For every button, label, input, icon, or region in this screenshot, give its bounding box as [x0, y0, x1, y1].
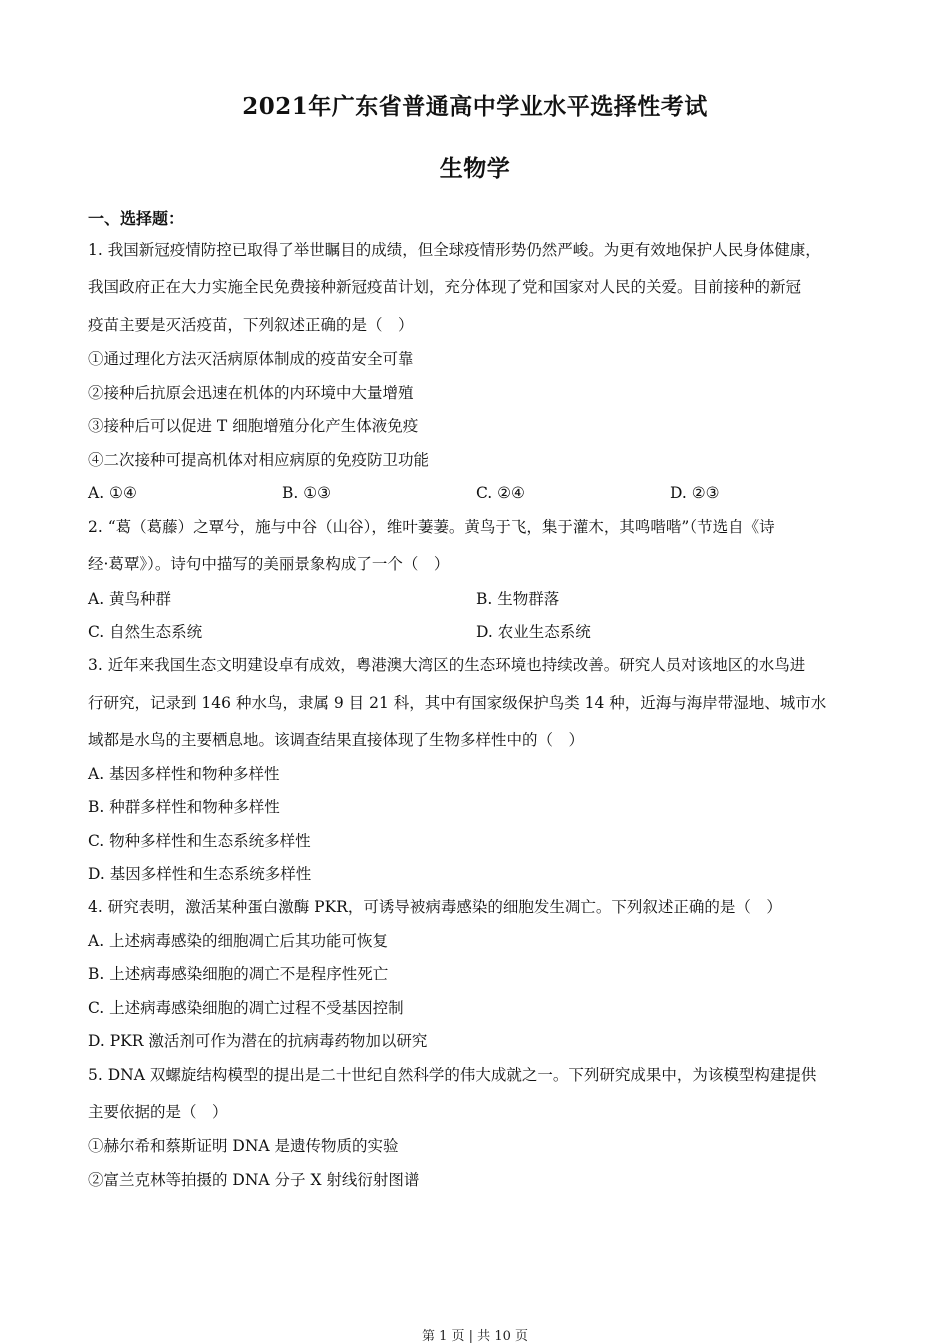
question-2-options-row-2: [88, 622, 888, 642]
question-1-options: [88, 483, 888, 503]
option-b[interactable]: B. 生物群落: [476, 590, 560, 608]
option-b[interactable]: B. 种群多样性和物种多样性: [88, 798, 280, 816]
question-1-statement: ②接种后抗原会迅速在机体的内环境中大量增殖: [88, 384, 414, 402]
section-heading: 一、选择题：: [88, 209, 185, 228]
question-1-statement: ④二次接种可提高机体对相应病原的免疫防卫功能: [88, 451, 430, 469]
option-d[interactable]: D. ②③: [670, 484, 720, 502]
exam-title: 2021年广东省普通高中学业水平选择性考试: [242, 93, 708, 120]
question-5-statement: ②富兰克林等拍摄的 DNA 分子 X 射线衍射图谱: [88, 1171, 420, 1189]
question-3-line: 3. 近年来我国生态文明建设卓有成效，粤港澳大湾区的生态环境也持续改善。研究人员对该地区的水鸟进: [88, 656, 806, 674]
option-c[interactable]: C. ②④: [476, 484, 525, 502]
option-b[interactable]: B. ①③: [282, 484, 332, 502]
option-a[interactable]: A. 基因多样性和物种多样性: [88, 765, 280, 783]
question-2-line: 经·葛覃》）。诗句中描写的美丽景象构成了一个（ ）: [88, 555, 450, 573]
option-c[interactable]: C. 物种多样性和生态系统多样性: [88, 832, 311, 850]
question-3-line: 行研究，记录到 146 种水鸟，隶属 9 目 21 科，其中有国家级保护鸟类 14 种，近海与海岸带湿地、城市水: [88, 694, 827, 712]
option-a[interactable]: A. ①④: [88, 484, 137, 502]
question-2-line: 2. “葛（葛藤）之覃兮，施与中谷（山谷），维叶萋萋。黄鸟于飞，集于灌木，其鸣喈喈”（节选自《诗: [88, 518, 775, 536]
option-c[interactable]: C. 上述病毒感染细胞的凋亡过程不受基因控制: [88, 999, 404, 1017]
option-c[interactable]: C. 自然生态系统: [88, 623, 203, 641]
question-2-options-row-1: [88, 589, 888, 609]
question-1-line: 疫苗主要是灭活疫苗，下列叙述正确的是（ ）: [88, 316, 414, 334]
question-4-line: 4. 研究表明，激活某种蛋白激酶 PKR，可诱导被病毒感染的细胞发生凋亡。下列叙述正确的是（ ）: [88, 898, 782, 916]
option-a[interactable]: A. 黄鸟种群: [88, 590, 172, 608]
question-1-statement: ③接种后可以促进 T 细胞增殖分化产生体液免疫: [88, 417, 419, 435]
subject-title: 生物学: [439, 155, 511, 182]
question-5-statement: ①赫尔希和蔡斯证明 DNA 是遗传物质的实验: [88, 1137, 399, 1155]
option-d[interactable]: D. 基因多样性和生态系统多样性: [88, 865, 312, 883]
option-b[interactable]: B. 上述病毒感染细胞的凋亡不是程序性死亡: [88, 965, 389, 983]
question-1-line: 1. 我国新冠疫情防控已取得了举世瞩目的成绩，但全球疫情形势仍然严峻。为更有效地保护人民身体健康，: [88, 241, 821, 259]
question-1-line: 我国政府正在大力实施全民免费接种新冠疫苗计划，充分体现了党和国家对人民的关爱。目前接种的新冠: [88, 278, 802, 296]
option-d[interactable]: D. 农业生态系统: [476, 623, 591, 641]
question-1-statement: ①通过理化方法灭活病原体制成的疫苗安全可靠: [88, 350, 414, 368]
question-5-line: 5. DNA 双螺旋结构模型的提出是二十世纪自然科学的伟大成就之一。下列研究成果中，为该模型构建提供: [88, 1066, 817, 1084]
option-a[interactable]: A. 上述病毒感染的细胞凋亡后其功能可恢复: [88, 932, 389, 950]
question-3-line: 域都是水鸟的主要栖息地。该调查结果直接体现了生物多样性中的（ ）: [88, 731, 585, 749]
option-d[interactable]: D. PKR 激活剂可作为潜在的抗病毒药物加以研究: [88, 1032, 428, 1050]
question-5-line: 主要依据的是（ ）: [88, 1103, 228, 1121]
page-number: 第 1 页 | 共 10 页: [422, 1329, 528, 1344]
